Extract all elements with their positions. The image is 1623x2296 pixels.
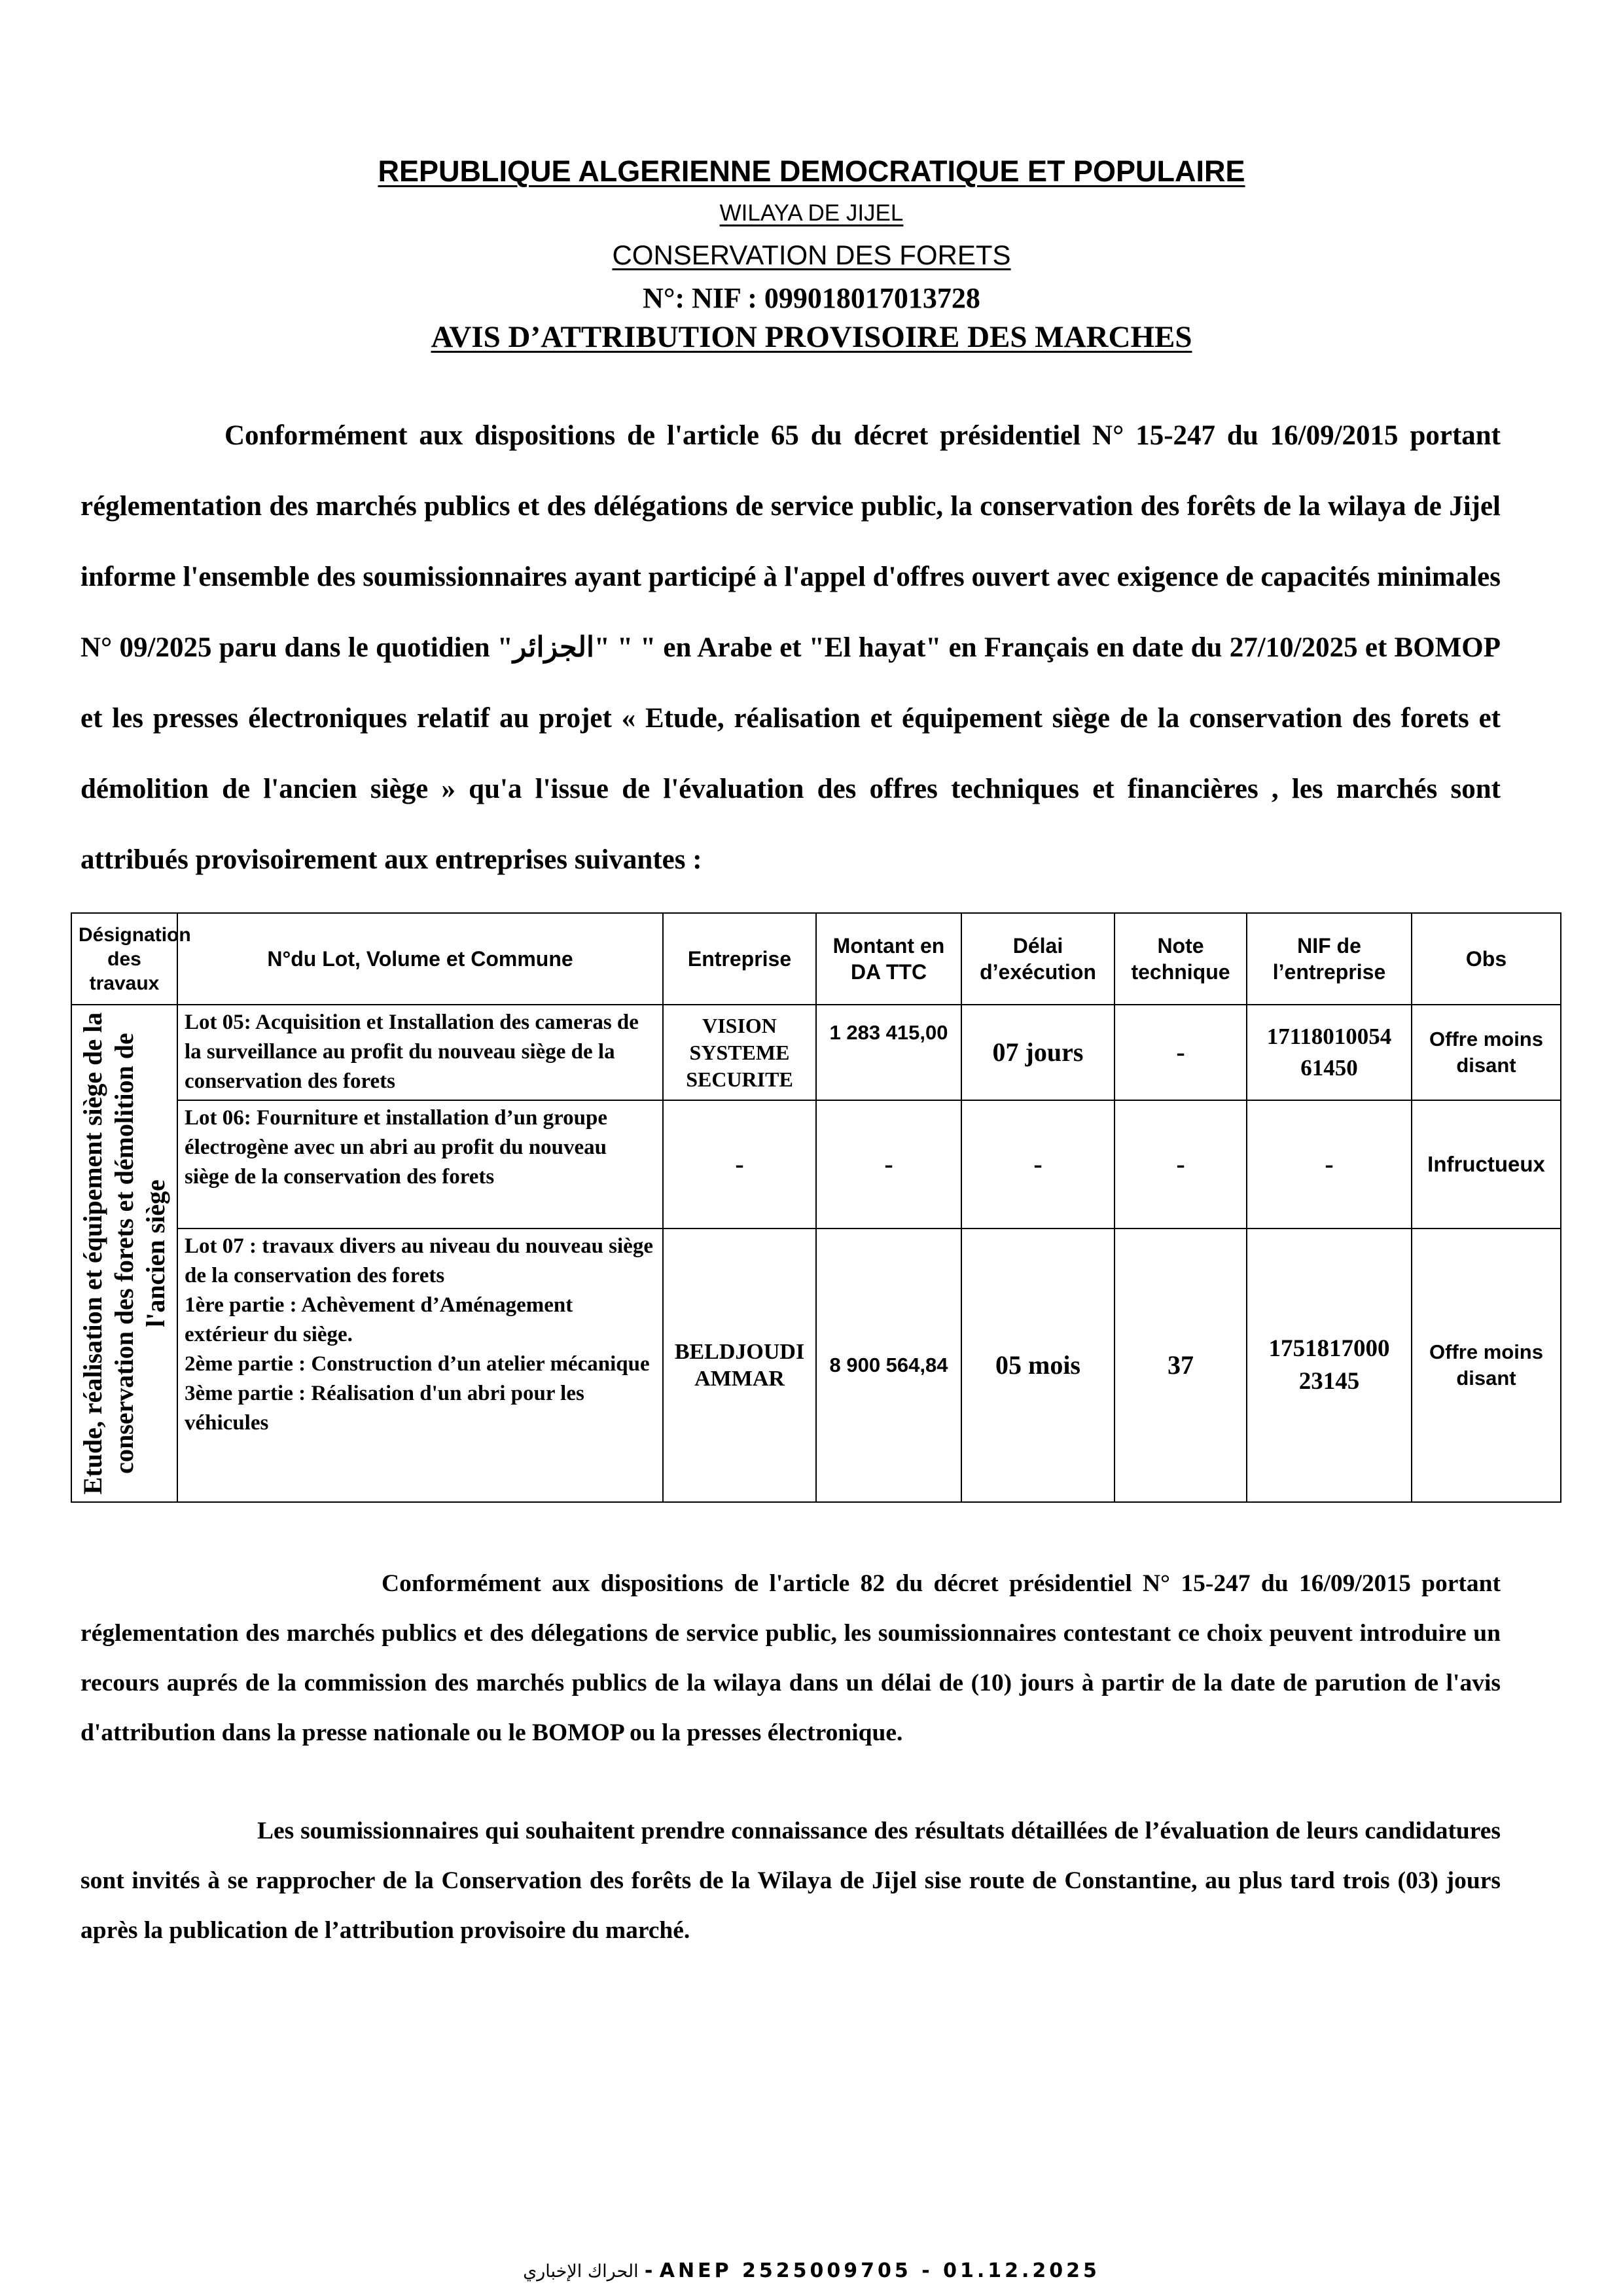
nif-cell: -: [1247, 1100, 1412, 1229]
awards-table: [71, 912, 1561, 1503]
designation-text: Etude, réalisation et équipement siège de la conservation des forets et démolition de l'ancien siège: [78, 1012, 170, 1495]
montant-cell: 8 900 564,84: [816, 1229, 961, 1502]
closing-paragraph: [80, 1806, 1501, 1956]
lot-cell: Lot 06: Fourniture et installation d’un groupe électrogène avec un abri au profit du nouveau siège de la conservation des forets: [177, 1100, 663, 1229]
col-designation: Désignation des travaux: [71, 913, 177, 1005]
lot-line: 1ère partie : Achèvement d’Aménagement extérieur du siège.: [185, 1293, 573, 1346]
obs-cell: Offre moins disant: [1412, 1229, 1561, 1502]
obs-cell: Offre moins disant: [1412, 1005, 1561, 1100]
recourse-text: Conformément aux dispositions de l'article 82 du décret présidentiel N° 15-247 du 16/09/2015 portant réglementation des marchés publics et des délegations de service public, les soumissionnaires contestant ce choix peuvent introduire un recours auprés de la commission des marchés publics de la wilaya dans un délai de (10) jours à partir de la date de parution de l'avis d'attribution dans la presse nationale ou le BOMOP ou la presses électronique.: [80, 1570, 1501, 1746]
table-header-row: [71, 913, 1561, 1005]
nif-cell: 1751817000 23145: [1247, 1229, 1412, 1502]
col-note: Note technique: [1115, 913, 1247, 1005]
closing-text: Les soumissionnaires qui souhaitent prendre connaissance des résultats détaillées de l’évaluation de leurs candidatures sont invités à se rapprocher de la Conservation des forêts de la Wilaya de Jijel sise route de Constantine, au plus tard trois (03) jours après la publication de l’attribution provisoire du marché.: [80, 1818, 1501, 1944]
intro-text: Conformément aux dispositions de l'article 65 du décret présidentiel N° 15-247 du 16/09/2015 portant réglementation des marchés publics et des délégations de service public, la conservation des forêts de la wilaya de Jijel informe l'ensemble des soumissionnaires ayant participé à l'appel d'offres ouvert avec exigence de capacités minimales N° 09/2025 paru dans le quotidien "الجزائر" " " en Arabe et "El hayat" en Français en date du 27/10/2025 et BOMOP et les presses électroniques relatif au projet « Etude, réalisation et équipement siège de la conservation des forets et démolition de l'ancien siège » qu'a l'issue de l'évaluation des offres techniques et financières , les marchés sont attribués provisoirement aux entreprises suivantes :: [80, 420, 1501, 875]
footer-arabic: الحراك الإخباري: [523, 2261, 639, 2282]
delai-cell: 07 jours: [961, 1005, 1115, 1100]
entreprise-cell: BELDJOUDI AMMAR: [663, 1229, 816, 1502]
montant-cell: -: [816, 1100, 961, 1229]
col-entreprise: Entreprise: [663, 913, 816, 1005]
obs-cell: Infructueux: [1412, 1100, 1561, 1229]
lot-cell: Lot 05: Acquisition et Installation des cameras de la surveillance au profit du nouveau siège de la conservation des forets: [177, 1005, 663, 1100]
montant-cell: 1 283 415,00: [816, 1005, 961, 1100]
delai-cell: 05 mois: [961, 1229, 1115, 1502]
recourse-paragraph: [80, 1559, 1501, 1758]
col-montant: Montant en DA TTC: [816, 913, 961, 1005]
col-obs: Obs: [1412, 913, 1561, 1005]
nif-cell: 17118010054 61450: [1247, 1005, 1412, 1100]
notice-title: AVIS D’ATTRIBUTION PROVISOIRE DES MARCHES: [431, 320, 1192, 354]
lot-line: Lot 07 : travaux divers au niveau du nouveau siège de la conservation des forets: [185, 1234, 653, 1287]
note-cell: -: [1115, 1005, 1247, 1100]
table-row: [71, 1005, 1561, 1100]
col-lot: N°du Lot, Volume et Commune: [177, 913, 663, 1005]
lot-line: 2ème partie : Construction d’un atelier mécanique: [185, 1352, 650, 1376]
conservation-heading: CONSERVATION DES FORETS: [612, 240, 1011, 270]
note-cell: 37: [1115, 1229, 1247, 1502]
designation-cell: [71, 1005, 177, 1502]
delai-cell: -: [961, 1100, 1115, 1229]
col-nif: NIF de l’entreprise: [1247, 913, 1412, 1005]
note-cell: -: [1115, 1100, 1247, 1229]
table-row: [71, 1100, 1561, 1229]
table-row: [71, 1229, 1561, 1502]
wilaya-heading: WILAYA DE JIJEL: [719, 200, 904, 226]
entreprise-cell: VISION SYSTEME SECURITE: [663, 1005, 816, 1100]
nif-heading: N°: NIF : 099018017013728: [643, 282, 980, 314]
col-delai: Délai d’exécution: [961, 913, 1115, 1005]
lot-cell: [177, 1229, 663, 1502]
lot-line: 3ème partie : Réalisation d'un abri pour les véhicules: [185, 1382, 584, 1435]
anep-footer: [0, 2259, 1623, 2282]
entreprise-cell: -: [663, 1100, 816, 1229]
footer-code: - ANEP 2525009705 - 01.12.2025: [644, 2259, 1100, 2282]
intro-paragraph: [80, 401, 1501, 895]
republic-heading: REPUBLIQUE ALGERIENNE DEMOCRATIQUE ET POPULAIRE: [378, 154, 1245, 188]
